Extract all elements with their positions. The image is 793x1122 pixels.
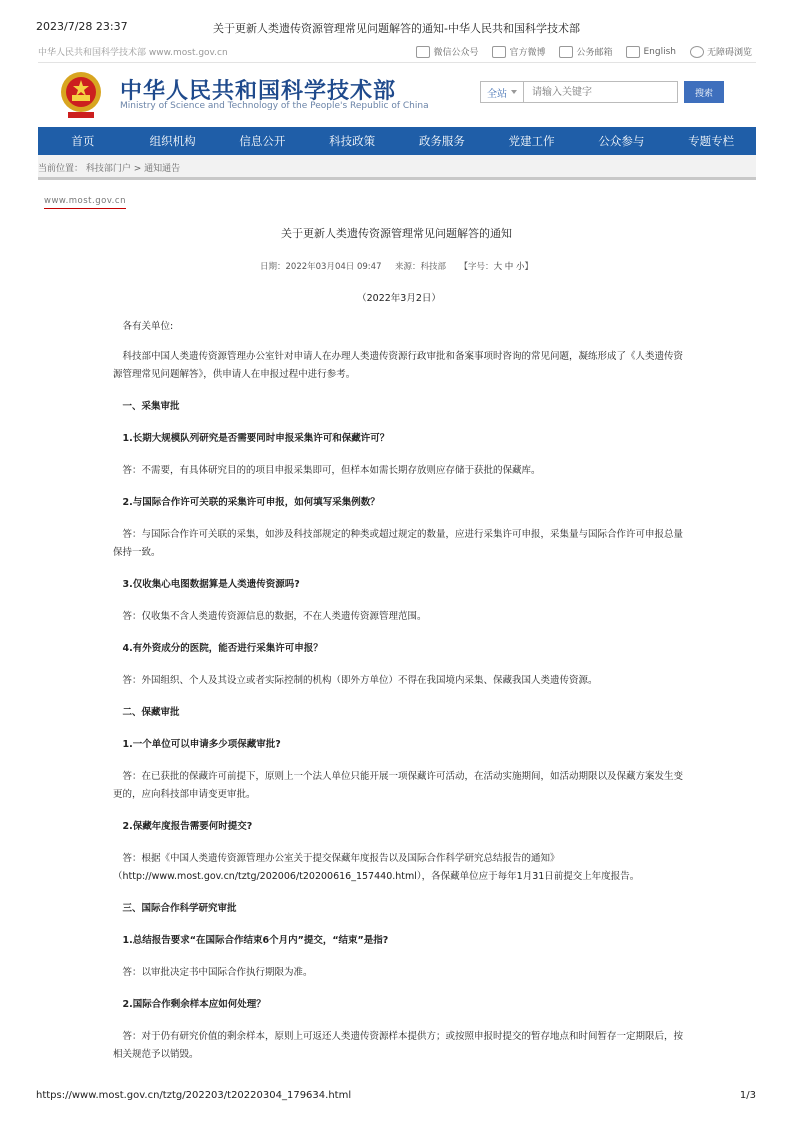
wechat-icon [416,46,430,58]
paragraph: 答：根据《中国人类遗传资源管理办公室关于提交保藏年度报告以及国际合作科学研究总结报告的通知》（http://www.most.gov.cn/tztg/202006/t20200616_157440.html），各保藏单位应于每年1月31日前提交上年度报告。 [113,853,640,882]
paragraph: 答：仅收集不含人类遗传资源信息的数据，不在人类遗传资源管理范围。 [122,611,427,622]
search-button[interactable]: 搜索 [684,81,724,103]
meta-date-label: 日期： [260,262,286,272]
article-title: 关于更新人类遗传资源管理常见问题解答的通知 [281,227,512,240]
article-meta [0,260,793,272]
paragraph: 答：不需要，有具体研究目的的项目申报采集即可，但样本如需长期存放则应存储于获批的保藏库。 [122,465,541,476]
top-links [416,45,752,58]
meta-font-close: 】 [524,262,533,272]
print-datetime: 2023/7/28 23:37 [36,20,128,33]
mail-link[interactable]: 公务邮箱 [559,45,612,58]
accessibility-link[interactable]: 无障碍浏览 [690,45,752,58]
nav-item-policy[interactable]: 科技政策 [329,134,376,148]
print-url: https://www.most.gov.cn/tztg/202203/t20220304_179634.html [36,1090,352,1101]
wechat-link[interactable]: 微信公众号 [416,45,478,58]
section-heading: 2.与国际合作许可关联的采集许可申报，如何填写采集例数？ [122,497,380,508]
meta-font-label: 【字号： [459,262,494,272]
nav-item-topics[interactable]: 专题专栏 [688,134,735,148]
breadcrumb-text[interactable]: 当前位置： 科技部门户 > 通知通告 [38,164,181,174]
section-heading: 一、采集审批 [122,401,180,412]
meta-source: 科技部 [420,262,447,272]
main-nav [38,127,756,155]
national-emblem-icon[interactable] [58,68,104,120]
nav-item-home[interactable]: 首页 [71,134,95,148]
chevron-down-icon [511,90,517,94]
meta-source-label: 来源： [395,262,421,272]
print-page-title: 关于更新人类遗传资源管理常见问题解答的通知-中华人民共和国科学技术部 [213,22,580,35]
print-footer [36,1090,756,1101]
site-text: 中华人民共和国科学技术部 www.most.gov.cn [38,48,228,58]
paragraph: 答：以审批决定书中国际合作执行期限为准。 [122,967,313,978]
article-date-line: （2022年3月2日） [357,293,441,304]
page-number: 1/3 [739,1090,756,1101]
section-heading: 2.保藏年度报告需要何时提交? [122,821,253,832]
section-heading: 1.长期大规模队列研究是否需要同时申报采集许可和保藏许可？ [122,433,390,444]
nav-item-services[interactable]: 政务服务 [418,134,465,148]
paragraph: 各有关单位: [122,321,174,332]
site-url-label: www.most.gov.cn [44,196,126,209]
section-heading: 1.总结报告要求“在国际合作结束6个月内”提交，“结束”是指? [122,935,389,946]
nav-item-organization[interactable]: 组织机构 [149,134,196,148]
meta-date: 2022年03月04日 09:47 [285,262,382,272]
nav-item-public[interactable]: 公众参与 [598,134,645,148]
search-scope-select[interactable]: 全站 [480,81,524,103]
search-input[interactable] [524,81,678,103]
masthead [38,64,756,124]
paragraph: 答：在已获批的保藏许可前提下，原则上一个法人单位只能开展一项保藏许可活动，在活动实施期间，如活动期限以及保藏方案发生变更的，应向科技部申请变更审批。 [113,771,684,800]
paragraph: 科技部中国人类遗传资源管理办公室针对申请人在办理人类遗传资源行政审批和备案事项时咨询的常见问题，凝练形成了《人类遗传资源管理常见问题解答》，供申请人在申报过程中进行参考。 [113,351,684,380]
section-heading: 2.国际合作剩余样本应如何处理？ [122,999,266,1010]
paragraph: 答：外国组织、个人及其设立或者实际控制的机构（即外方单位）不得在我国境内采集、保藏我国人类遗传资源。 [122,675,598,686]
print-header [0,0,793,35]
font-size-switcher[interactable]: 大 中 小 [493,262,525,272]
weibo-icon [492,46,506,58]
accessibility-icon [690,46,704,58]
section-heading: 三、国际合作科学研究审批 [122,903,237,914]
section-heading: 3.仅收集心电图数据算是人类遗传资源吗? [122,579,300,590]
section-heading: 1.一个单位可以申请多少项保藏审批? [122,739,281,750]
top-bar [38,42,756,63]
paragraph: 答：对于仍有研究价值的剩余样本，原则上可返还人类遗传资源样本提供方；或按照申报时提交的暂存地点和时间暂存一定期限后，按相关规范予以销毁。 [113,1031,684,1060]
nav-item-party[interactable]: 党建工作 [508,134,555,148]
brand-name[interactable]: 中华人民共和国科学技术部 [120,79,397,104]
mail-icon [559,46,573,58]
section-heading: 二、保藏审批 [122,707,180,718]
article-body [113,290,685,1064]
breadcrumb [38,155,756,180]
english-icon [626,46,640,58]
brand-english-name: Ministry of Science and Technology of the People's Republic of China [120,101,429,111]
nav-item-disclosure[interactable]: 信息公开 [239,134,286,148]
weibo-link[interactable]: 官方微博 [492,45,545,58]
paragraph: 答：与国际合作许可关联的采集，如涉及科技部规定的种类或超过规定的数量，应进行采集许可申报，采集量与国际合作许可申报总量保持一致。 [113,529,684,558]
english-link[interactable]: English [626,45,676,58]
search-bar [480,81,724,103]
section-heading: 4.有外资成分的医院，能否进行采集许可申报？ [122,643,323,654]
